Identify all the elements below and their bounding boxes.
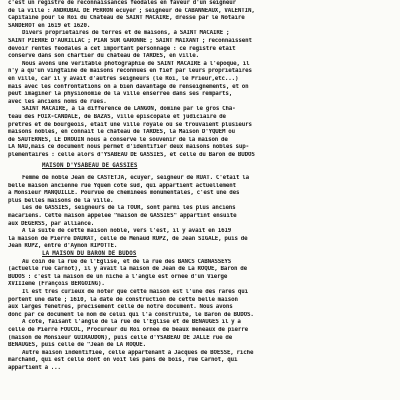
paragraph <box>8 0 394 30</box>
text-line: plémentaires : celle alors d'YSABEAU DE GASSIES, et celle du Baron de BUDOS <box>8 151 255 158</box>
paragraph <box>8 106 394 159</box>
text-line: Capitaine pour le Roi du Château de SAINT MACAIRE, dressé par le Notaire <box>8 15 245 22</box>
text-line: Divers propriétaires de terres et de maisons, à SAINT MACAIRE ; <box>22 30 230 37</box>
text-line: appartient à ... <box>8 364 61 371</box>
intro-section <box>8 0 394 159</box>
text-line: Au coin de la rue de l'Eglise, et de la rue des BANCS CABNASSEYS <box>22 258 232 265</box>
text-line: SAINT PIERRE D'AURILLAC ; PIAN SUR GARONNE ; SAINT MAIXANT ; reconnaissent <box>8 37 252 44</box>
text-line: plus belles maisons de la ville. <box>8 197 114 204</box>
text-line: conservé dans son chartier du château de TARDES, en ville. <box>8 53 199 60</box>
text-line: SANDEROT en 1619 et 1620. <box>8 22 91 29</box>
text-line: n'y a qu'un vingtaine de maisons reconnues en fief par leurs propriétaires <box>8 68 252 75</box>
text-line: mais avec les confrontations on a bien davantage de renseignements, et on <box>8 83 249 90</box>
text-line: A la suite de cette maison noble, vers l'est, il y avait en 1619 <box>22 228 232 235</box>
text-line: LA NAU,mais ce document nous permet d'identifier deux maisons nobles sup- <box>8 144 250 151</box>
text-line: (actuelle rue Carnot), il y avait la maison de Jean de La ROQUE, Baron de <box>8 266 248 273</box>
text-line: prêtres et de bourgeois, était une ville royale où se trouvaient plusieurs <box>8 121 252 128</box>
text-line: celle de Pierre FOUCOL, Procureur du Roi ornée de beaux meneaux de pierre <box>8 326 249 333</box>
text-line: avec les anciens noms de rues. <box>8 98 107 105</box>
paragraph <box>8 259 394 289</box>
heading-maison-gassies: MAISON D'YSABEAU DE GASSIES <box>42 163 138 170</box>
text-line: Femme de noble Jean de CASTETJA, écuyer, seigneur de RUAT. C'était la <box>22 175 250 182</box>
text-line: XVIIIème (François BERGOING). <box>8 281 105 288</box>
text-line: marchand, qui est celle dont on voit les pans de bois, rue Carnot, qui <box>8 357 238 364</box>
paragraph <box>8 228 394 251</box>
text-line: SAINT MACAIRE, à la différence de LANGON, dominé par le gros Châ- <box>22 106 236 113</box>
text-line: à Monsieur MANQUILLE. Pourvue de cheminées monumentales, c'est une des <box>8 190 240 197</box>
text-line: Jean RUPZ, entre d'Aymon RIPOTTE. <box>8 243 118 250</box>
section-heading <box>8 251 394 259</box>
paragraph <box>8 319 394 349</box>
text-line: maisons nobles, en connait le château de TARDES, la Maison D'YQUEM ou <box>8 129 236 136</box>
text-line: portent une date ; 1610, la date de construction de cette belle maison <box>8 296 238 303</box>
text-line: BENAUGES, puis celle de "Jean de LA ROQUE. <box>8 342 147 349</box>
text-line: la maison de Pierre DAURAT, celle de Menaud RUPZ, de Jean SIGALE, puis de <box>8 235 248 242</box>
text-line: Il est très curieux de noter que cette maison est l'une des rares qui <box>22 288 249 295</box>
text-line: donc par ce document le nom de celui qui l'a construite, le Baron de BUDOS. <box>8 311 254 318</box>
paragraph <box>8 289 394 319</box>
text-line: aux DEGERSS, par alliance. <box>8 220 95 227</box>
text-line: en ville, car il y avait d'autres seigneurs (le Roi, le Prieur,etc...) <box>8 75 239 82</box>
text-line: teau des FOIX-CANDALE, de BAZAS, ville épiscopale et judiciaire de <box>8 113 226 120</box>
text-line: de SAUTERNES, LE DROUIN nous a conservé le souvenir de la maison de <box>8 136 228 143</box>
paragraph <box>8 30 394 60</box>
text-line: Les de GASSIES, seigneurs de la TOUR, sont parmi les plus anciens <box>22 205 236 212</box>
text-line: macariens. Cette maison appelée "maison de GASSIES" appartint ensuite <box>8 213 237 220</box>
text-line: aux larges fenêtres, précisément celle de notre document. Nous avons <box>8 304 233 311</box>
text-line: (maison de Monsieur GUIRAUDON), puis celle d'YSABEAU DE JALLE rue de <box>8 334 233 341</box>
text-line: Nous avons une véritable photographie de SAINT MACAIRE à l'époque, il <box>22 60 250 67</box>
text-line: A côté, faisant l'angle de la rue de l'Eglise et de BENAUGES il y a <box>22 319 241 326</box>
paragraph <box>8 175 394 205</box>
paragraph <box>8 350 394 373</box>
text-line: BUDOS : c'est la maison de un niche à l'angle est ornée d'un Vierge <box>8 273 228 280</box>
text-line: de la ville : ANDRUBAL DE PERRON écuyer ; seigneur de CABANNEAUX, VALENTIN, <box>8 7 255 14</box>
paragraph <box>8 205 394 228</box>
paragraph <box>8 61 394 107</box>
text-line: belle maison ancienne rue Yquem côté sud, qui appartient actuellement <box>8 182 237 189</box>
text-line: devoir rentes féodales à cet important personnage : ce registre était <box>8 45 236 52</box>
heading-baron-budos: LA MAISON DU BARON DE BUDOS <box>42 251 137 257</box>
text-line: Autre maison indentifiée, celle appartenant à Jacques de BOESSE, riche <box>22 349 254 356</box>
text-line: c'est un registre de reconnaissances féodales en faveur d'un seigneur <box>8 0 237 6</box>
budos-section <box>8 259 394 373</box>
section-heading <box>8 163 394 171</box>
gassies-section <box>8 175 394 251</box>
text-line: peut imaginer la physionomie de la ville enserrée dans ses remparts, <box>8 91 233 98</box>
